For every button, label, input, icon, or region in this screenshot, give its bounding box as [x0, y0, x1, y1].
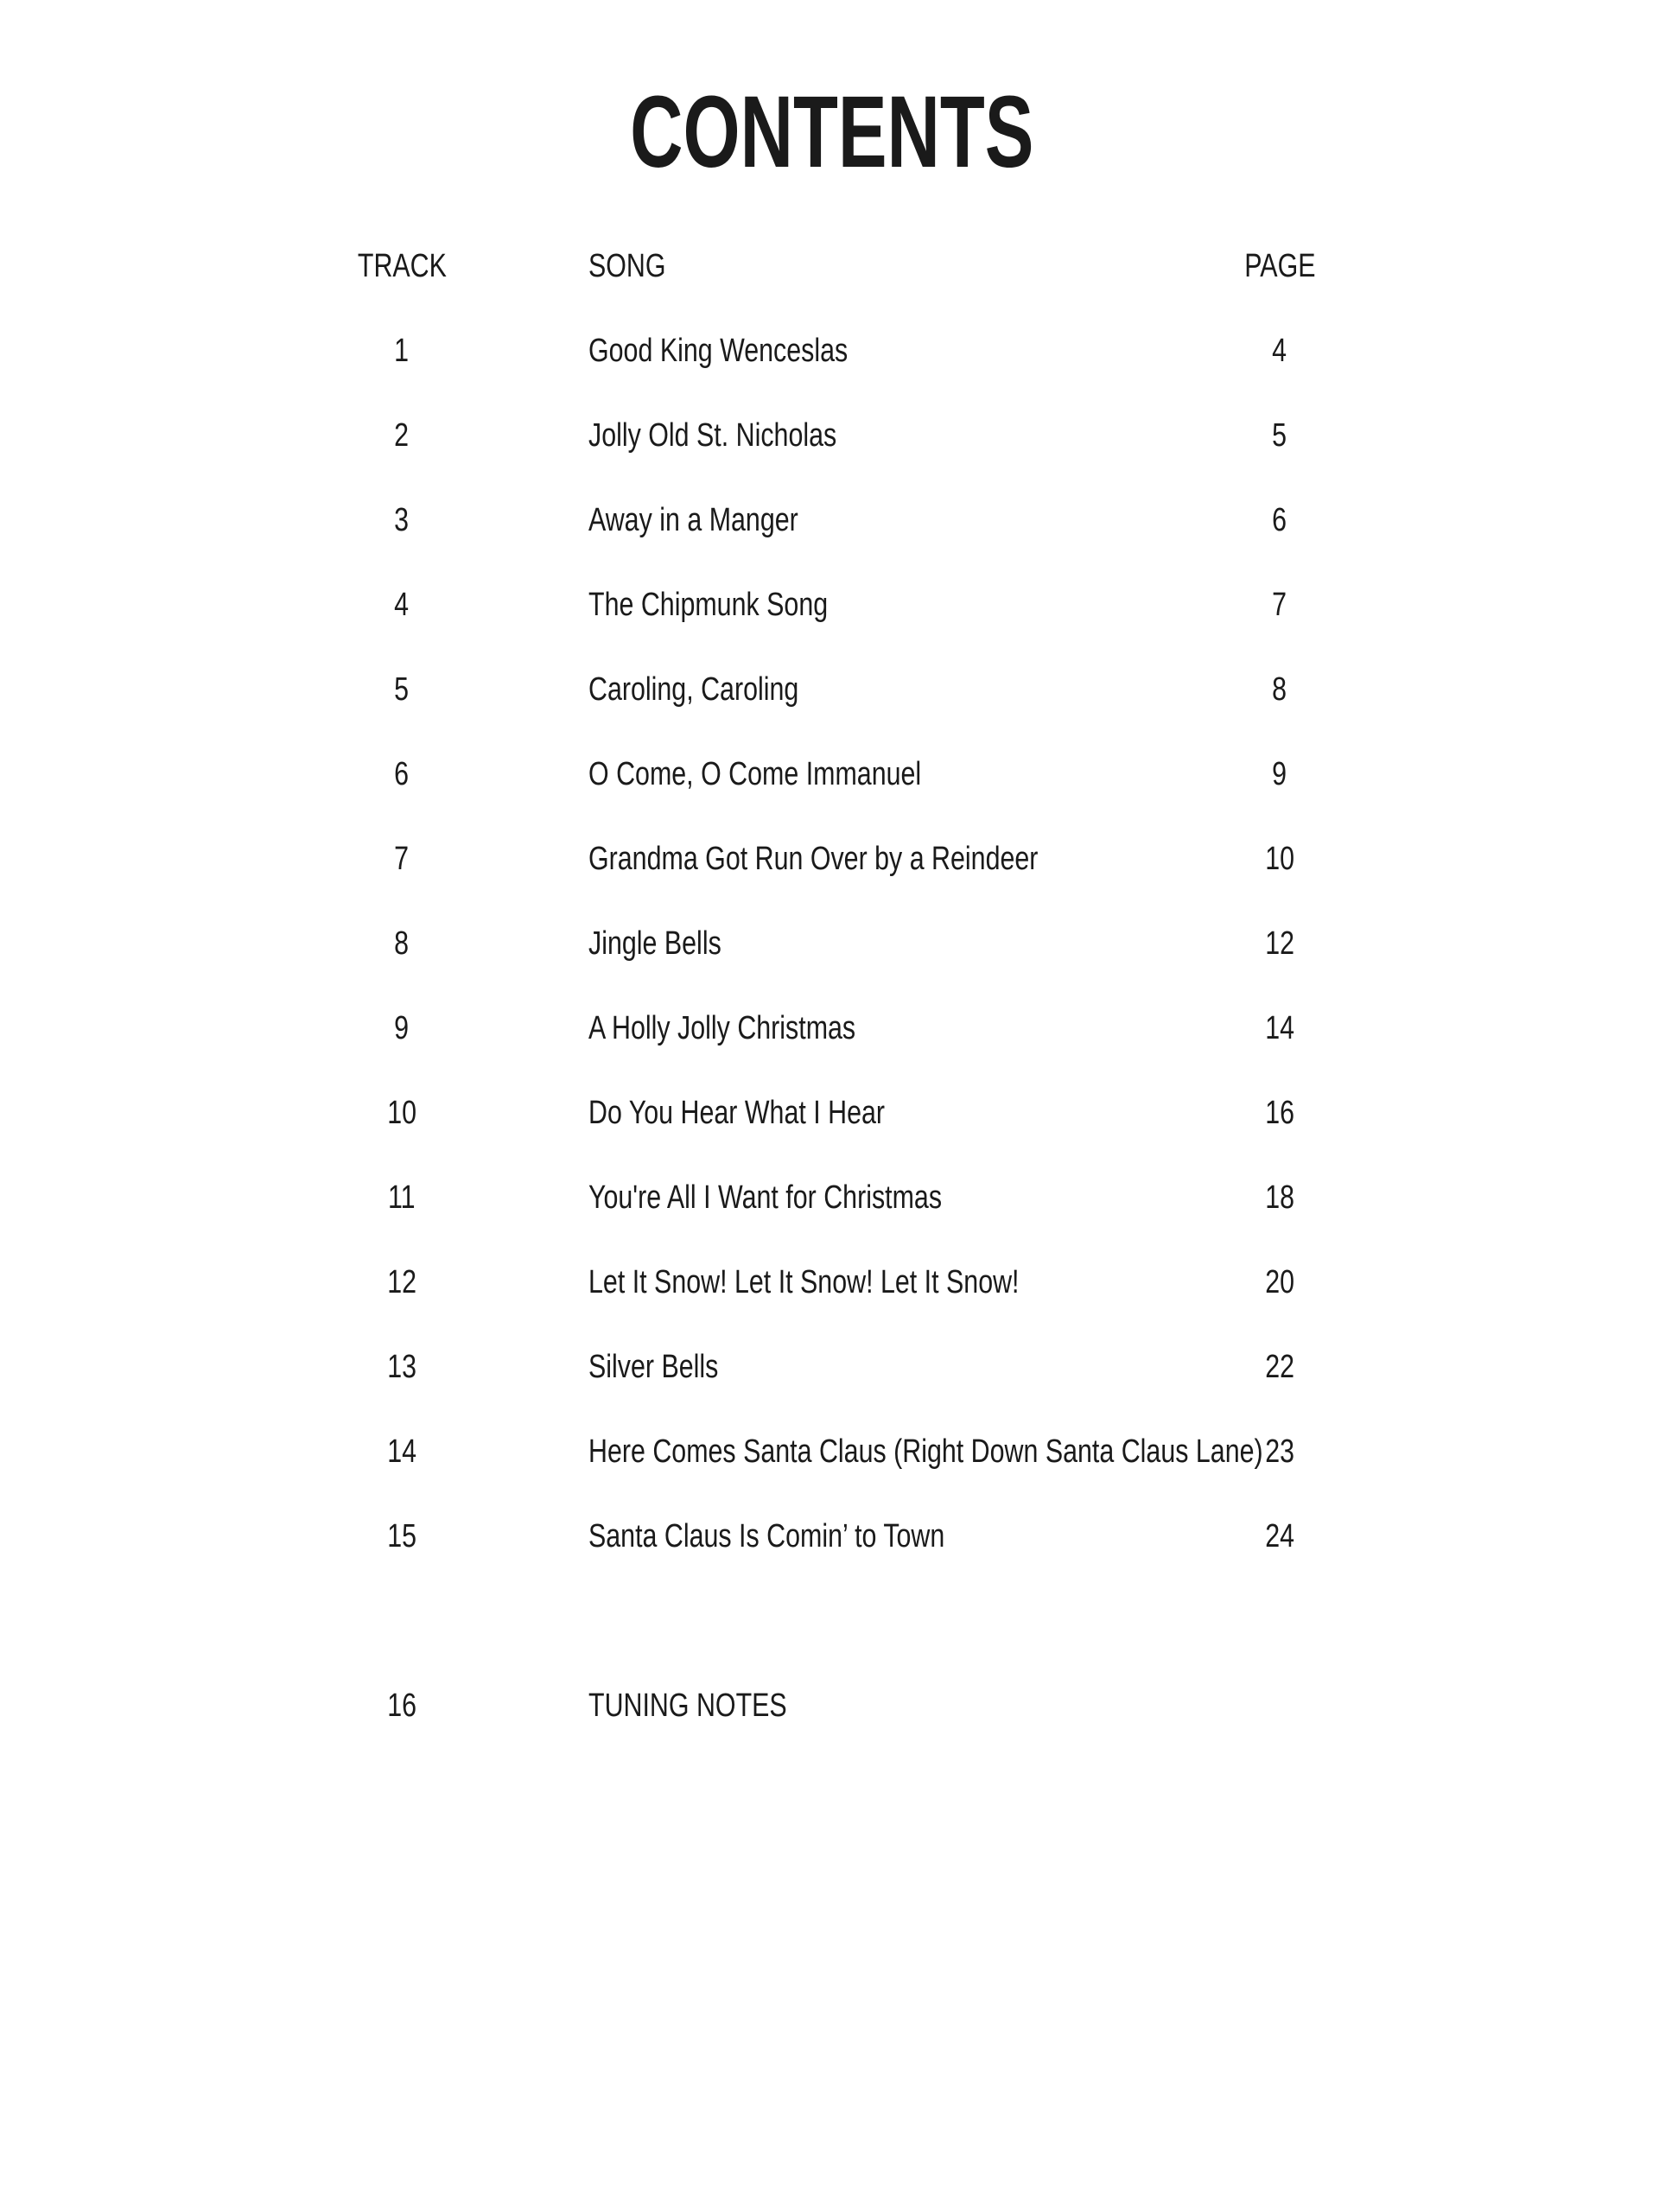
song-title: Away in a Manger: [588, 502, 798, 538]
page-title: CONTENTS: [630, 75, 1034, 189]
track-number: 10: [387, 1095, 416, 1131]
song-title: Santa Claus Is Comin’ to Town: [588, 1518, 945, 1554]
track-number: 15: [387, 1518, 416, 1554]
track-number: 8: [394, 925, 410, 962]
page-number: 18: [1265, 1179, 1294, 1216]
page-number: 7: [1272, 587, 1287, 623]
table-row: [0, 1341, 1659, 1393]
table-row: [0, 1172, 1659, 1224]
page-column-header: PAGE: [1243, 248, 1316, 284]
song-title: O Come, O Come Immanuel: [588, 756, 922, 792]
track-column-header: TRACK: [357, 248, 447, 284]
track-number: 5: [394, 671, 410, 708]
song-title: Grandma Got Run Over by a Reindeer: [588, 841, 1039, 877]
table-row: [0, 579, 1659, 631]
track-number: 4: [394, 587, 410, 623]
page-number: 24: [1265, 1518, 1294, 1554]
page-number: 16: [1265, 1095, 1294, 1131]
track-number: 6: [394, 756, 410, 792]
table-row: [0, 1087, 1659, 1139]
track-number: 13: [387, 1349, 416, 1385]
track-number: 14: [387, 1433, 416, 1470]
track-number: 7: [394, 841, 410, 877]
track-number: 11: [388, 1179, 416, 1216]
song-title: Let It Snow! Let It Snow! Let It Snow!: [588, 1264, 1020, 1300]
table-row: [0, 833, 1659, 885]
song-title: Do You Hear What I Hear: [588, 1095, 886, 1131]
page-number: 4: [1272, 333, 1287, 369]
song-title: The Chipmunk Song: [588, 587, 829, 623]
tuning-notes-row: [0, 1680, 1659, 1732]
track-number: 16: [387, 1688, 416, 1724]
page-number: 20: [1265, 1264, 1294, 1300]
page-number: 22: [1265, 1349, 1294, 1385]
table-row: [0, 1256, 1659, 1308]
page-number: 8: [1272, 671, 1287, 708]
page-number: 6: [1272, 502, 1287, 538]
song-title: You're All I Want for Christmas: [588, 1179, 943, 1216]
page-number: 23: [1265, 1433, 1294, 1470]
track-number: 12: [387, 1264, 416, 1300]
track-number: 3: [394, 502, 410, 538]
track-number: 1: [394, 333, 410, 369]
page-number: 10: [1265, 841, 1294, 877]
song-title: Jingle Bells: [588, 925, 721, 962]
song-title: Caroling, Caroling: [588, 671, 799, 708]
song-title: Here Comes Santa Claus (Right Down Santa Claus Lane): [588, 1433, 1263, 1470]
table-header: [0, 240, 1659, 292]
song-title: Jolly Old St. Nicholas: [588, 417, 837, 454]
table-row: [0, 748, 1659, 800]
track-number: 2: [394, 417, 410, 454]
song-title: A Holly Jolly Christmas: [588, 1010, 856, 1046]
song-title: Good King Wenceslas: [588, 333, 849, 369]
table-row: [0, 1510, 1659, 1562]
song-column-header: SONG: [588, 248, 666, 284]
page-number: 9: [1272, 756, 1287, 792]
table-row: [0, 494, 1659, 546]
table-row: [0, 1002, 1659, 1054]
table-row: [0, 1426, 1659, 1478]
track-number: 9: [394, 1010, 410, 1046]
page-number: 12: [1265, 925, 1294, 962]
tuning-notes-label: TUNING NOTES: [588, 1688, 787, 1724]
table-row: [0, 664, 1659, 715]
page-number: 14: [1265, 1010, 1294, 1046]
table-row: [0, 325, 1659, 377]
table-row: [0, 918, 1659, 969]
table-row: [0, 410, 1659, 461]
page-number: 5: [1272, 417, 1287, 454]
song-title: Silver Bells: [588, 1349, 719, 1385]
